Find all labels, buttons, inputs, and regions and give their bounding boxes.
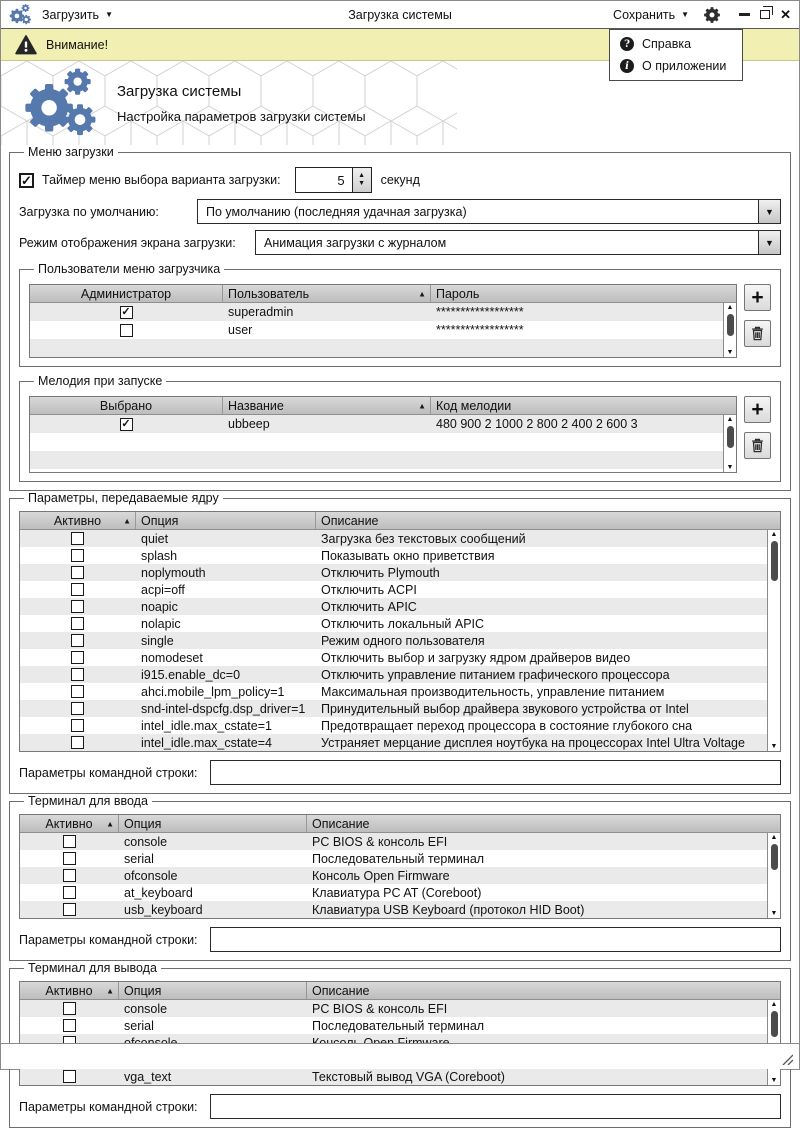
status-bar: [1, 1043, 799, 1069]
row-checkbox[interactable]: [71, 617, 84, 630]
row-checkbox[interactable]: [71, 634, 84, 647]
cell-active: [20, 734, 135, 751]
resize-grip[interactable]: [781, 1053, 793, 1065]
cell-admin: [30, 321, 222, 339]
cell-code: [430, 469, 736, 472]
app-logo-large-icon: [19, 65, 103, 141]
cell-active: [20, 598, 135, 615]
scroll-thumb[interactable]: [771, 844, 778, 870]
add-melody-button[interactable]: [744, 396, 771, 423]
scroll-down-button[interactable]: ▼: [726, 464, 734, 471]
table-row[interactable]: [20, 700, 780, 717]
input-terminal-group: [9, 794, 791, 961]
timer-checkbox[interactable]: ✓: [19, 173, 34, 188]
cell-code: 480 900 2 1000 2 800 2 400 2 600 3: [436, 417, 638, 431]
input-terminal-legend: Терминал для ввода: [28, 794, 148, 808]
melody-table: [29, 396, 737, 473]
cell-description: Режим одного пользователя: [321, 633, 485, 648]
cell-active: [20, 649, 135, 666]
menu-item-label: О приложении: [642, 59, 727, 73]
cell-description: Отключить управление питанием графического процессора: [321, 667, 670, 682]
cell-active: [20, 666, 135, 683]
table-row[interactable]: [20, 833, 780, 850]
cell-active: [20, 683, 135, 700]
delete-melody-button[interactable]: [744, 432, 771, 459]
column-header-option[interactable]: Опция: [135, 512, 315, 529]
cell-active: [20, 901, 118, 918]
page-title: Загрузка системы: [117, 82, 242, 100]
kernel-cmdline-label: Параметры командной строки:: [19, 765, 198, 780]
cell-description: Максимальная производительность, управление питанием: [321, 684, 665, 699]
column-header-password[interactable]: Пароль: [430, 285, 736, 302]
table-row[interactable]: [30, 433, 736, 451]
column-header-option[interactable]: Опция: [118, 815, 306, 832]
row-checkbox[interactable]: [63, 852, 76, 865]
table-row[interactable]: [30, 303, 736, 321]
cell-option: snd-intel-dspcfg.dsp_driver=1: [141, 701, 306, 716]
scroll-down-button[interactable]: ▼: [770, 743, 778, 750]
boot-menu-group: [9, 145, 791, 491]
row-checkbox[interactable]: [63, 1002, 76, 1015]
row-checkbox[interactable]: [71, 549, 84, 562]
table-row[interactable]: [20, 581, 780, 598]
table-row[interactable]: [20, 547, 780, 564]
default-boot-label: Загрузка по умолчанию:: [19, 204, 159, 219]
scroll-up-button[interactable]: ▲: [726, 416, 734, 423]
menu-item-label: Справка: [642, 37, 692, 51]
scroll-down-button[interactable]: ▼: [770, 1077, 778, 1084]
row-checkbox[interactable]: [63, 886, 76, 899]
cell-description: Загрузка без текстовых сообщений: [321, 531, 526, 546]
cell-option: splash: [141, 548, 178, 563]
close-button[interactable]: ✕: [780, 7, 791, 22]
row-checkbox[interactable]: [63, 835, 76, 848]
cell-active: [20, 850, 118, 867]
cell-active: [20, 615, 135, 632]
sort-asc-icon: ▲: [106, 986, 114, 995]
cell-option: intel_idle.max_cstate=4: [141, 735, 272, 750]
cell-option: single: [141, 633, 174, 648]
row-checkbox[interactable]: [71, 583, 84, 596]
scroll-down-button[interactable]: ▼: [726, 349, 734, 356]
cell-active: [20, 867, 118, 884]
cell-option: intel_idle.max_cstate=1: [141, 718, 272, 733]
cell-description: Последовательный терминал: [312, 851, 485, 866]
table-row[interactable]: [20, 1068, 780, 1085]
table-row[interactable]: [20, 564, 780, 581]
column-header-option[interactable]: Опция: [118, 982, 306, 999]
startup-melody-legend: Мелодия при запуске: [38, 374, 163, 388]
cell-password: ******************: [436, 305, 524, 319]
scroll-up-button[interactable]: ▲: [770, 531, 778, 538]
scroll-up-button[interactable]: ▲: [770, 1001, 778, 1008]
save-menu-button[interactable]: [613, 8, 689, 22]
default-boot-value: По умолчанию (последняя удачная загрузка): [206, 204, 467, 219]
cell-option: serial: [124, 851, 154, 866]
display-mode-value: Анимация загрузки с журналом: [264, 235, 447, 250]
cell-active: [20, 700, 135, 717]
cell-description: PC BIOS & консоль EFI: [312, 834, 448, 849]
table-row[interactable]: [20, 1000, 780, 1017]
trash-icon: [749, 437, 766, 454]
cell-option: noplymouth: [141, 565, 206, 580]
row-checkbox[interactable]: [71, 685, 84, 698]
cell-description: Консоль Open Firmware: [312, 868, 450, 883]
cell-checked: [30, 469, 222, 472]
kernel-params-table: [19, 511, 781, 752]
row-checkbox[interactable]: [63, 1070, 76, 1083]
cell-active: [20, 632, 135, 649]
load-button-label: Загрузить: [42, 7, 100, 22]
timer-spinner[interactable]: [295, 167, 372, 193]
help-circle-icon: ?: [620, 37, 634, 51]
row-checkbox[interactable]: [71, 651, 84, 664]
cell-option: nolapic: [141, 616, 181, 631]
cell-description: Отключить выбор и загрузку ядром драйверов видео: [321, 650, 631, 665]
vertical-scrollbar[interactable]: [767, 530, 780, 751]
cell-option: console: [124, 1001, 168, 1016]
cell-description: Принудительный выбор драйвера звукового устройства от Intel: [321, 701, 689, 716]
row-checkbox[interactable]: [71, 600, 84, 613]
spin-down-icon[interactable]: ▼: [358, 180, 366, 187]
cell-active: [20, 564, 135, 581]
users-table: [29, 284, 737, 358]
cell-password: [430, 339, 736, 357]
scroll-up-button[interactable]: ▲: [726, 304, 734, 311]
row-checkbox[interactable]: [63, 903, 76, 916]
table-row[interactable]: [20, 884, 780, 901]
melody-table-header: [30, 397, 736, 415]
vertical-scrollbar[interactable]: [767, 833, 780, 918]
cell-description: Устраняет мерцание дисплея ноутбука на процессорах Intel Ultra Voltage: [321, 735, 745, 750]
row-checkbox[interactable]: [71, 702, 84, 715]
vertical-scrollbar[interactable]: [723, 415, 736, 472]
column-header-code[interactable]: Код мелодии: [430, 397, 736, 414]
row-checkbox[interactable]: [63, 869, 76, 882]
scroll-thumb[interactable]: [771, 1011, 778, 1037]
chevron-down-icon: ▼: [681, 9, 690, 19]
column-header-user[interactable]: Пользователь ▲: [222, 285, 430, 302]
table-row[interactable]: [20, 867, 780, 884]
cell-code: [430, 451, 736, 469]
output-terminal-table: [19, 981, 781, 1086]
output-terminal-cmdline-label: Параметры командной строки:: [19, 1099, 198, 1114]
chevron-down-icon: ▼: [105, 9, 113, 19]
table-row[interactable]: [30, 469, 736, 472]
table-row[interactable]: [20, 901, 780, 918]
display-mode-label: Режим отображения экрана загрузки:: [19, 235, 236, 250]
sort-asc-icon: ▲: [418, 289, 426, 298]
table-row[interactable]: [20, 683, 780, 700]
cell-user: superadmin: [228, 305, 294, 319]
cell-description: Показывать окно приветствия: [321, 548, 495, 563]
scroll-down-button[interactable]: ▼: [770, 910, 778, 917]
window-title: Загрузка системы: [348, 7, 452, 22]
cell-option: at_keyboard: [124, 885, 193, 900]
users-table-header: [30, 285, 736, 303]
cell-checked: [30, 451, 222, 469]
cell-description: Отключить локальный APIC: [321, 616, 485, 631]
table-row[interactable]: [20, 615, 780, 632]
cell-description: Текстовый вывод VGA (Coreboot): [312, 1069, 505, 1084]
cell-active: [20, 1068, 118, 1085]
cell-option: i915.enable_dc=0: [141, 667, 241, 682]
cell-active: [20, 1000, 118, 1017]
cell-description: Отключить APIC: [321, 599, 417, 614]
sort-asc-icon: ▲: [106, 819, 114, 828]
cell-checked: [30, 415, 222, 433]
output-terminal-header: [20, 982, 780, 1000]
app-dropdown-menu: [609, 29, 743, 81]
timer-value[interactable]: 5: [296, 168, 352, 192]
input-terminal-cmdline-input[interactable]: [210, 927, 781, 952]
cell-admin: [30, 339, 222, 357]
row-checkbox[interactable]: [71, 532, 84, 545]
column-header-admin[interactable]: Администратор: [80, 286, 172, 301]
row-checkbox[interactable]: [71, 736, 84, 749]
cell-active: [20, 717, 135, 734]
menu-item-about[interactable]: [610, 55, 742, 77]
row-checkbox[interactable]: [71, 668, 84, 681]
input-terminal-cmdline-label: Параметры командной строки:: [19, 932, 198, 947]
cell-description: Предотвращает переход процессора в состояние глубокого сна: [321, 718, 693, 733]
cell-active: [20, 581, 135, 598]
scroll-thumb[interactable]: [727, 314, 734, 336]
titlebar: [1, 1, 799, 29]
cell-active: [20, 547, 135, 564]
row-checkbox[interactable]: ✓: [121, 305, 131, 318]
cell-option: serial: [124, 1018, 154, 1033]
cell-active: [20, 833, 118, 850]
info-circle-icon: i: [620, 59, 634, 73]
delete-user-button[interactable]: [744, 320, 771, 347]
display-mode-select[interactable]: [255, 230, 781, 255]
cell-description: Отключить Plymouth: [321, 565, 440, 580]
cell-code: [430, 433, 736, 451]
cell-admin: [30, 303, 222, 321]
table-row[interactable]: [30, 321, 736, 339]
gear-icon: [703, 6, 721, 24]
kernel-table-header: [20, 512, 780, 530]
cell-option: console: [124, 834, 168, 849]
cell-active: [20, 884, 118, 901]
cell-password: ******************: [436, 323, 524, 337]
boot-users-legend: Пользователи меню загрузчика: [38, 262, 221, 276]
cell-option: ofconsole: [124, 868, 178, 883]
warning-icon: [15, 35, 37, 55]
sort-asc-icon: ▲: [418, 401, 426, 410]
cell-description: PC BIOS & консоль EFI: [312, 1001, 448, 1016]
spin-up-icon[interactable]: ▲: [358, 172, 366, 179]
input-terminal-header: [20, 815, 780, 833]
cell-option: nomodeset: [141, 650, 203, 665]
add-user-button[interactable]: [744, 284, 771, 311]
table-row[interactable]: [20, 649, 780, 666]
sort-asc-icon: ▲: [123, 516, 131, 525]
row-checkbox[interactable]: ✓: [121, 417, 131, 430]
settings-gear-button[interactable]: [703, 6, 721, 24]
minimize-button[interactable]: [739, 13, 750, 16]
cell-active: [20, 1017, 118, 1034]
scroll-thumb[interactable]: [771, 541, 778, 581]
cell-description: Клавиатура USB Keyboard (протокол HID Boot): [312, 902, 585, 917]
table-row[interactable]: [20, 530, 780, 547]
cell-name: [222, 469, 430, 472]
warning-text: Внимание!: [46, 37, 109, 52]
output-terminal-cmdline-input[interactable]: [210, 1094, 781, 1119]
plus-icon: +: [751, 398, 764, 421]
output-terminal-legend: Терминал для вывода: [28, 961, 157, 975]
kernel-cmdline-input[interactable]: [210, 760, 781, 785]
cell-option: acpi=off: [141, 582, 185, 597]
chevron-down-icon[interactable]: ▼: [758, 200, 780, 223]
spinner-buttons[interactable]: [352, 168, 371, 192]
scroll-thumb[interactable]: [727, 426, 734, 448]
cell-name: [222, 451, 430, 469]
cell-name: [222, 433, 430, 451]
kernel-params-group: [9, 491, 791, 794]
cell-option: quiet: [141, 531, 169, 546]
chevron-down-icon[interactable]: ▼: [758, 231, 780, 254]
cell-option: ahci.mobile_lpm_policy=1: [141, 684, 285, 699]
timer-label: Таймер меню выбора варианта загрузки:: [42, 173, 281, 187]
boot-users-group: [19, 262, 781, 367]
boot-menu-legend: Меню загрузки: [28, 145, 114, 159]
column-header-active[interactable]: Активно ▲: [45, 983, 114, 998]
table-row[interactable]: [20, 1017, 780, 1034]
load-menu-button[interactable]: [42, 8, 113, 22]
cell-description: Последовательный терминал: [312, 1018, 485, 1033]
column-header-description[interactable]: Описание: [315, 512, 780, 529]
kernel-params-legend: Параметры, передаваемые ядру: [28, 491, 219, 505]
table-row[interactable]: [30, 339, 736, 357]
table-row[interactable]: [20, 717, 780, 734]
cell-name: ubbeep: [228, 417, 270, 431]
trash-icon: [749, 325, 766, 342]
table-row[interactable]: [20, 632, 780, 649]
cell-option: usb_keyboard: [124, 902, 203, 917]
row-checkbox[interactable]: [120, 324, 133, 337]
table-row[interactable]: [20, 598, 780, 615]
save-button-label: Сохранить: [613, 7, 676, 22]
input-terminal-table: [19, 814, 781, 919]
table-row[interactable]: [20, 850, 780, 867]
cell-description: Отключить ACPI: [321, 582, 417, 597]
cell-option: vga_text: [124, 1069, 172, 1084]
column-header-description[interactable]: Описание: [306, 982, 780, 999]
plus-icon: +: [751, 286, 764, 309]
column-header-active[interactable]: Активно ▲: [45, 816, 114, 831]
vertical-scrollbar[interactable]: [723, 303, 736, 357]
startup-melody-group: [19, 374, 781, 482]
column-header-name[interactable]: Название ▲: [222, 397, 430, 414]
column-header-active[interactable]: Активно ▲: [53, 513, 131, 528]
scroll-up-button[interactable]: ▲: [770, 834, 778, 841]
timer-unit-label: секунд: [380, 173, 420, 187]
cell-option: noapic: [141, 599, 178, 614]
app-logo-icon: [9, 3, 32, 26]
column-header-description[interactable]: Описание: [306, 815, 780, 832]
menu-item-help[interactable]: [610, 33, 742, 55]
cell-description: Клавиатура PC AT (Coreboot): [312, 885, 482, 900]
default-boot-select[interactable]: [197, 199, 781, 224]
row-checkbox[interactable]: [71, 566, 84, 579]
row-checkbox[interactable]: [71, 719, 84, 732]
table-row[interactable]: [20, 734, 780, 751]
restore-button[interactable]: [760, 10, 770, 19]
table-row[interactable]: [30, 415, 736, 433]
cell-checked: [30, 433, 222, 451]
cell-active: [20, 530, 135, 547]
cell-user: user: [228, 323, 253, 337]
page-subtitle: Настройка параметров загрузки системы: [117, 108, 366, 124]
table-row[interactable]: [20, 666, 780, 683]
row-checkbox[interactable]: [63, 1019, 76, 1032]
column-header-selected[interactable]: Выбрано: [99, 398, 153, 413]
table-row[interactable]: [30, 451, 736, 469]
cell-user: [222, 339, 430, 357]
